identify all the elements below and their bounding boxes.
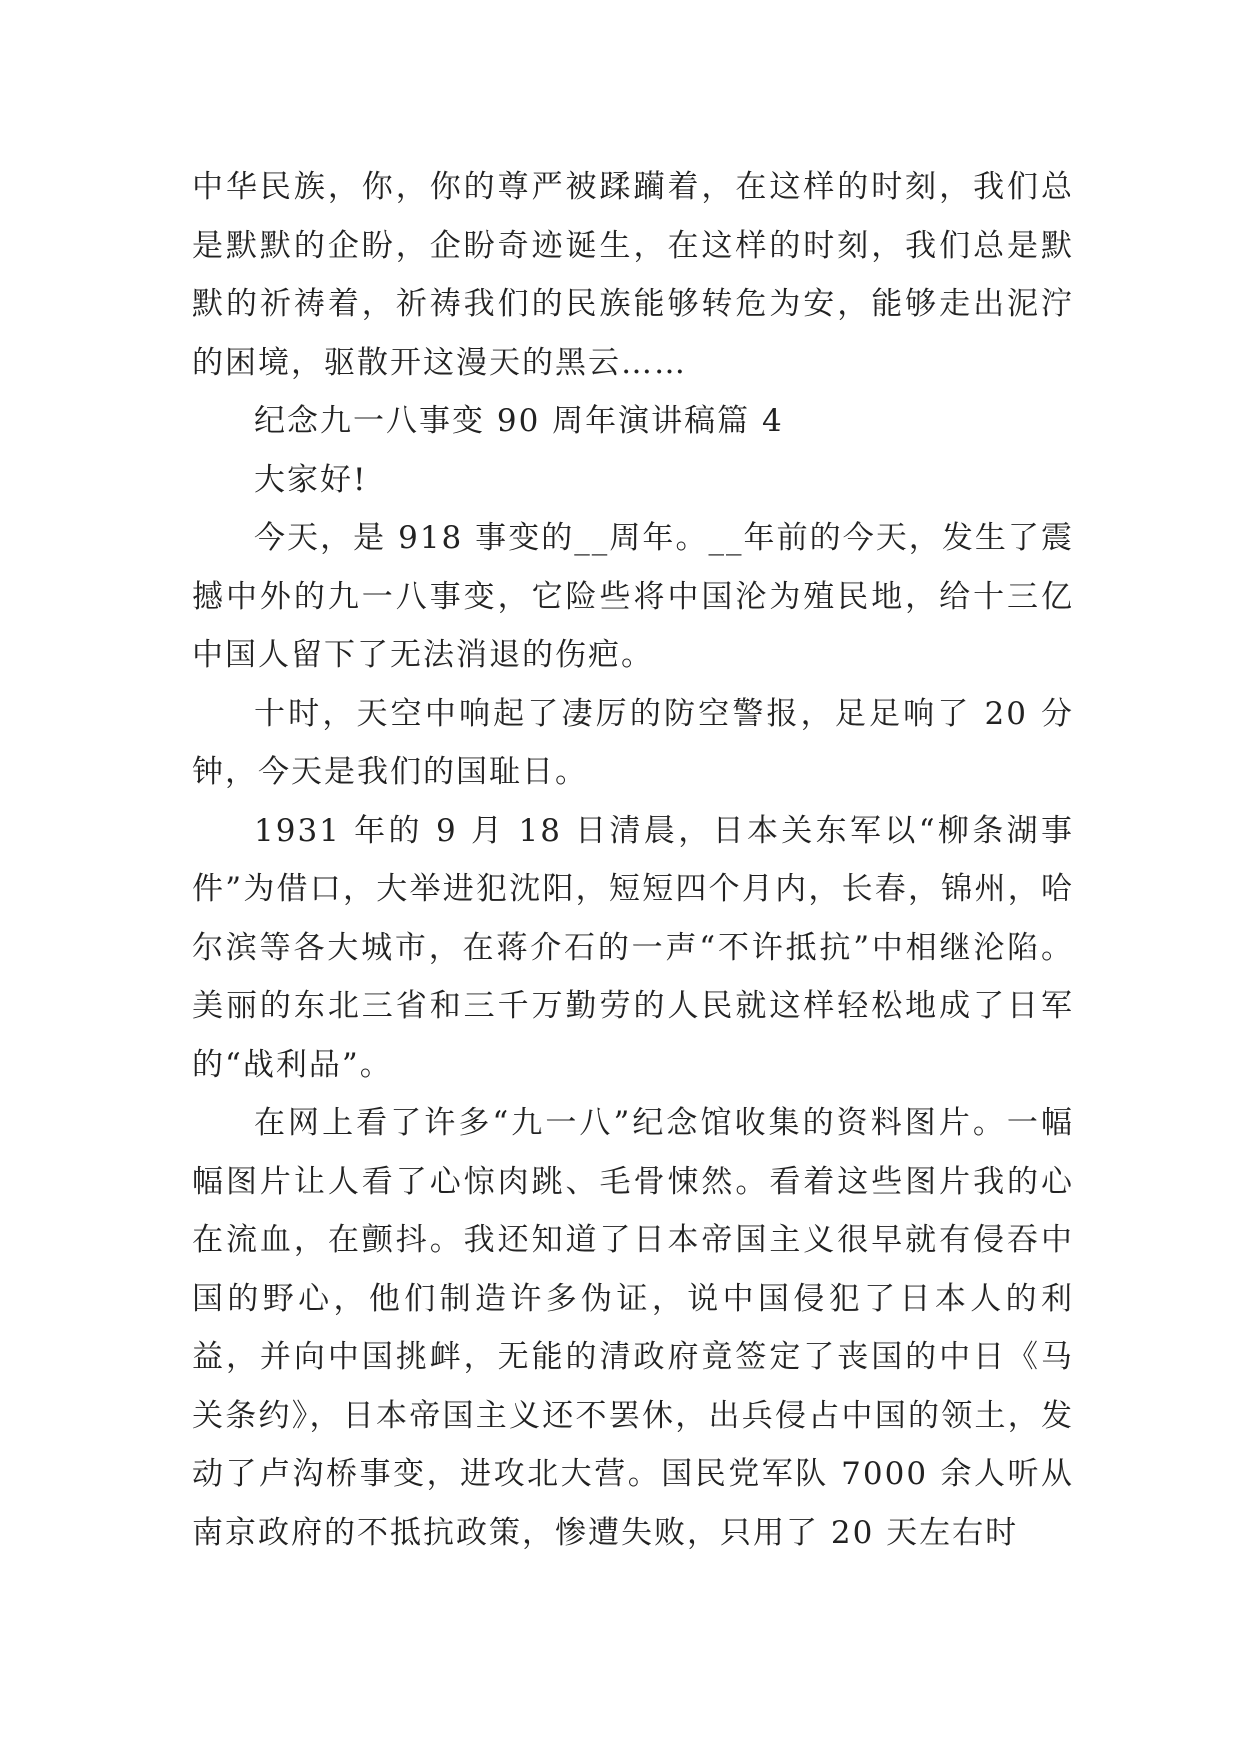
paragraph-continuation: 中华民族，你，你的尊严被蹂躏着，在这样的时刻，我们总是默默的企盼，企盼奇迹诞生，在这样的时刻，我们总是默默的祈祷着，祈祷我们的民族能够转危为安，能够走出泥泞的困境，驱散开这漫天的黑云……	[192, 169, 1074, 381]
greeting: 大家好!	[254, 461, 368, 498]
section-heading: 纪念九一八事变 90 周年演讲稿篇 4	[254, 403, 784, 439]
document-body	[192, 158, 1074, 1562]
paragraph: 在网上看了许多“九一八”纪念馆收集的资料图片。一幅幅图片让人看了心惊肉跳、毛骨悚然。看着这些图片我的心在流血，在颤抖。我还知道了日本帝国主义很早就有侵吞中国的野心，他们制造许多伪证，说中国侵犯了日本人的利益，并向中国挑衅，无能的清政府竟签定了丧国的中日《马关条约》，日本帝国主义还不罢休，出兵侵占中国的领土，发动了卢沟桥事变，进攻北大营。国民党军队 7000 余人听从南京政府的不抵抗政策，惨遭失败，只用了 20 天左右时	[192, 1105, 1074, 1551]
paragraph: 1931 年的 9 月 18 日清晨，日本关东军以“柳条湖事件”为借口，大举进犯沈阳，短短四个月内，长春，锦州，哈尔滨等各大城市，在蒋介石的一声“不许抵抗”中相继沦陷。美丽的东北三省和三千万勤劳的人民就这样轻松地成了日军的“战利品”。	[192, 812, 1074, 1083]
paragraph: 今天，是 918 事变的__周年。__年前的今天，发生了震撼中外的九一八事变，它险些将中国沦为殖民地，给十三亿中国人留下了无法消退的伤疤。	[192, 520, 1074, 673]
paragraph: 十时，天空中响起了凄厉的防空警报，足足响了 20 分钟，今天是我们的国耻日。	[192, 695, 1074, 790]
